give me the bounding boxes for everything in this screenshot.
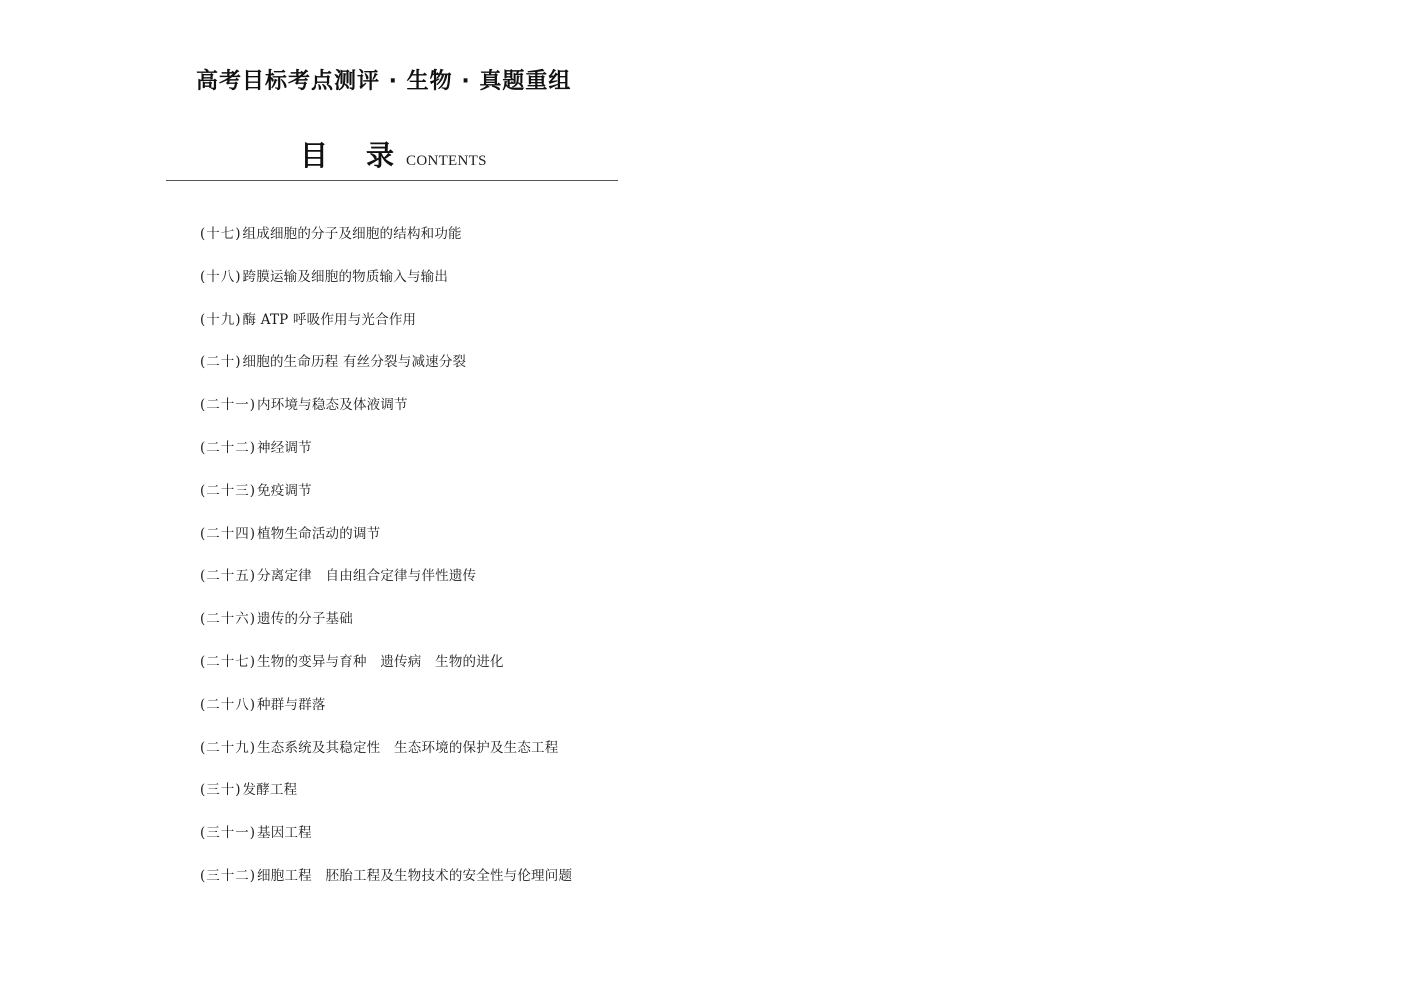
toc-entry bbox=[200, 555, 572, 598]
toc-entry-number: (二十九) bbox=[200, 739, 257, 756]
toc-entry bbox=[200, 213, 572, 256]
toc-entry-title: 细胞的生命历程 有丝分裂与减速分裂 bbox=[242, 354, 467, 371]
toc-entry bbox=[200, 299, 572, 342]
toc-entry bbox=[200, 727, 572, 770]
toc-entry-title: 生物的变异与育种 遗传病 生物的进化 bbox=[257, 653, 504, 670]
toc-entry-number: (十九) bbox=[200, 311, 242, 328]
toc-entry-title: 跨膜运输及细胞的物质输入与输出 bbox=[242, 268, 449, 285]
toc-entry-title: 种群与群落 bbox=[257, 696, 326, 713]
toc-entry bbox=[200, 598, 572, 641]
toc-entry-number: (二十一) bbox=[200, 397, 257, 414]
toc-entry-number: (十七) bbox=[200, 226, 242, 242]
table-of-contents bbox=[200, 213, 572, 898]
heading-divider bbox=[166, 180, 618, 181]
toc-entry bbox=[200, 427, 572, 470]
toc-entry-title: 基因工程 bbox=[257, 825, 312, 842]
toc-entry-title: 内环境与稳态及体液调节 bbox=[257, 397, 408, 414]
toc-entry-number: (二十四) bbox=[200, 525, 257, 542]
toc-entry-number: (二十二) bbox=[200, 439, 257, 456]
toc-entry bbox=[200, 513, 572, 556]
toc-entry-title: 生态系统及其稳定性 生态环境的保护及生态工程 bbox=[257, 739, 559, 756]
toc-entry bbox=[200, 684, 572, 727]
toc-entry-number: (三十一) bbox=[200, 825, 257, 842]
toc-entry-title: 分离定律 自由组合定律与伴性遗传 bbox=[257, 568, 477, 585]
toc-entry-title: 遗传的分子基础 bbox=[257, 611, 353, 628]
toc-entry-number: (十八) bbox=[200, 268, 242, 285]
running-header: 高考目标考点测评 · 生物 · 真题重组 bbox=[196, 69, 572, 94]
toc-entry-title: 神经调节 bbox=[257, 439, 312, 456]
toc-entry-title: 酶 ATP 呼吸作用与光合作用 bbox=[242, 311, 417, 328]
toc-entry bbox=[200, 641, 572, 684]
toc-entry bbox=[200, 256, 572, 299]
toc-entry bbox=[200, 341, 572, 384]
toc-entry bbox=[200, 470, 572, 513]
toc-entry-number: (二十三) bbox=[200, 482, 257, 499]
toc-entry-number: (二十七) bbox=[200, 653, 257, 670]
toc-entry bbox=[200, 855, 572, 898]
toc-entry-number: (二十五) bbox=[200, 568, 257, 585]
toc-entry-number: (二十六) bbox=[200, 611, 257, 628]
contents-heading-cn: 目 录 bbox=[300, 139, 400, 172]
toc-entry-number: (三十) bbox=[200, 782, 242, 799]
toc-entry-title: 发酵工程 bbox=[242, 782, 298, 799]
toc-entry-number: (二十八) bbox=[200, 696, 257, 713]
contents-heading bbox=[300, 139, 487, 173]
toc-entry-title: 细胞工程 胚胎工程及生物技术的安全性与伦理问题 bbox=[257, 867, 573, 884]
toc-entry-number: (二十) bbox=[200, 354, 242, 371]
toc-entry bbox=[200, 812, 572, 855]
toc-entry-number: (三十二) bbox=[200, 867, 257, 884]
toc-entry-title: 免疫调节 bbox=[257, 482, 312, 499]
toc-entry-title: 植物生命活动的调节 bbox=[257, 525, 381, 542]
toc-entry-title: 组成细胞的分子及细胞的结构和功能 bbox=[242, 226, 462, 242]
contents-heading-en: CONTENTS bbox=[406, 153, 487, 169]
toc-entry bbox=[200, 384, 572, 427]
toc-entry bbox=[200, 769, 572, 812]
